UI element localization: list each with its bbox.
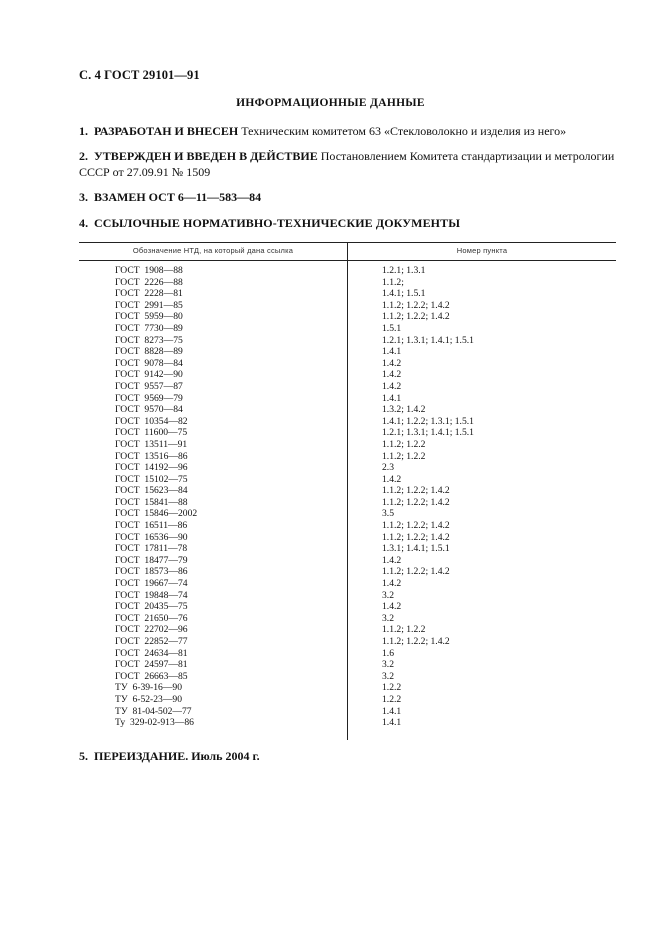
item-number: 2. <box>79 149 88 163</box>
clause-number-cell: 1.4.1; 1.5.1 <box>382 288 426 300</box>
clause-number-cell: 1.1.2; 1.2.2 <box>382 624 426 636</box>
table-row <box>79 555 616 567</box>
clause-number-cell: 1.1.2; 1.2.2; 1.4.2 <box>382 299 450 311</box>
table-row <box>79 346 616 358</box>
table-row <box>79 427 616 439</box>
clause-number-cell: 1.6 <box>382 647 394 659</box>
page-header: С. 4 ГОСТ 29101—91 <box>79 68 200 82</box>
document-designation-cell: ГОСТ 13511—91 <box>115 438 188 450</box>
info-item-5 <box>79 748 619 764</box>
table-row <box>79 717 616 729</box>
document-designation-cell: ГОСТ 15846—2002 <box>115 508 198 520</box>
document-designation-cell: ТУ 6-52-23—90 <box>115 693 183 705</box>
table-row <box>79 543 616 555</box>
item-heading: ССЫЛОЧНЫЕ НОРМАТИВНО-ТЕХНИЧЕСКИЕ ДОКУМЕНТЫ <box>94 216 461 230</box>
item-number: 1. <box>79 124 88 138</box>
info-item-4 <box>79 215 619 231</box>
document-designation-cell: ГОСТ 19667—74 <box>115 578 188 590</box>
info-item-2 <box>79 148 619 180</box>
item-heading: ПЕРЕИЗДАНИЕ. Июль 2004 г. <box>94 749 260 763</box>
clause-number-cell: 3.2 <box>382 659 394 671</box>
document-designation-cell: ГОСТ 24597—81 <box>115 659 188 671</box>
clause-number-cell: 1.4.2 <box>382 554 402 566</box>
clause-number-cell: 1.4.2 <box>382 473 402 485</box>
document-designation-cell: ГОСТ 9142—90 <box>115 369 183 381</box>
clause-number-cell: 3.2 <box>382 670 394 682</box>
item-heading: ВЗАМЕН ОСТ 6—11—583—84 <box>94 190 262 204</box>
table-row <box>79 601 616 613</box>
section-title: ИНФОРМАЦИОННЫЕ ДАННЫЕ <box>236 97 425 109</box>
document-designation-cell: ГОСТ 13516—86 <box>115 450 188 462</box>
clause-number-cell: 1.4.2 <box>382 601 402 613</box>
document-designation-cell: ГОСТ 15102—75 <box>115 473 188 485</box>
clause-number-cell: 1.3.1; 1.4.1; 1.5.1 <box>382 543 450 555</box>
document-designation-cell: ТУ 6-39-16—90 <box>115 682 183 694</box>
document-designation-cell: ГОСТ 20435—75 <box>115 601 188 613</box>
table-row <box>79 706 616 718</box>
clause-number-cell: 1.4.2 <box>382 380 402 392</box>
table-row <box>79 520 616 532</box>
table-row <box>79 358 616 370</box>
clause-number-cell: 1.4.1 <box>382 717 402 729</box>
document-designation-cell: ГОСТ 2228—81 <box>115 288 183 300</box>
item-heading: РАЗРАБОТАН И ВНЕСЕН <box>94 124 239 138</box>
table-row <box>79 381 616 393</box>
document-designation-cell: ГОСТ 14192—96 <box>115 462 188 474</box>
document-designation-cell: Ту 329-02-913—86 <box>115 717 194 729</box>
clause-number-cell: 1.4.1 <box>382 346 402 358</box>
item-heading: УТВЕРЖДЕН И ВВЕДЕН В ДЕЙСТВИЕ <box>94 149 318 163</box>
clause-number-cell: 1.4.1 <box>382 705 402 717</box>
info-item-1 <box>79 123 619 139</box>
table-row <box>79 508 616 520</box>
item-text: Постановлением Комитета стандартизации и метрологии СССР от 27.09.91 № 1509 <box>79 149 615 179</box>
table-row <box>79 682 616 694</box>
document-designation-cell: ГОСТ 5959—80 <box>115 311 183 323</box>
column-header-document: Обозначение НТД, на который дана ссылка <box>132 246 294 255</box>
document-designation-cell: ГОСТ 18477—79 <box>115 554 188 566</box>
document-designation-cell: ГОСТ 11600—75 <box>115 427 188 439</box>
clause-number-cell: 1.2.2 <box>382 682 402 694</box>
clause-number-cell: 1.3.2; 1.4.2 <box>382 404 426 416</box>
clause-number-cell: 3.2 <box>382 612 394 624</box>
document-designation-cell: ГОСТ 15623—84 <box>115 485 188 497</box>
table-row <box>79 532 616 544</box>
document-designation-cell: ГОСТ 7730—89 <box>115 322 183 334</box>
table-row <box>79 439 616 451</box>
column-header-clause: Номер пункта <box>456 246 508 255</box>
clause-number-cell: 1.1.2; 1.2.2 <box>382 438 426 450</box>
clause-number-cell: 1.4.2 <box>382 369 402 381</box>
clause-number-cell: 1.2.1; 1.3.1 <box>382 265 426 276</box>
table-row <box>79 671 616 683</box>
table-row <box>79 485 616 497</box>
item-number: 5. <box>79 749 88 763</box>
clause-number-cell: 1.4.2 <box>382 578 402 590</box>
clause-number-cell: 2.3 <box>382 462 394 474</box>
document-designation-cell: ГОСТ 9557—87 <box>115 380 183 392</box>
clause-number-cell: 1.1.2; 1.2.2; 1.4.2 <box>382 520 450 532</box>
document-designation-cell: ТУ 81-04-502—77 <box>115 705 192 717</box>
clause-number-cell: 1.1.2; 1.2.2; 1.4.2 <box>382 485 450 497</box>
table-row <box>79 648 616 660</box>
document-designation-cell: ГОСТ 9078—84 <box>115 357 183 369</box>
table-row <box>79 578 616 590</box>
clause-number-cell: 1.1.2; 1.2.2; 1.4.2 <box>382 636 450 647</box>
document-designation-cell: ГОСТ 15841—88 <box>115 496 188 508</box>
table-body <box>79 265 616 729</box>
item-number: 3. <box>79 190 88 204</box>
clause-number-cell: 1.1.2; <box>382 276 404 288</box>
document-designation-cell: ГОСТ 8828—89 <box>115 346 183 358</box>
clause-number-cell: 1.5.1 <box>382 322 402 334</box>
clause-number-cell: 1.1.2; 1.2.2; 1.4.2 <box>382 531 450 543</box>
document-designation-cell: ГОСТ 24634—81 <box>115 647 188 659</box>
document-designation-cell: ГОСТ 17811—78 <box>115 543 188 555</box>
clause-number-cell: 1.1.2; 1.2.2 <box>382 450 426 462</box>
table-row <box>79 636 616 648</box>
item-number: 4. <box>79 216 89 230</box>
document-designation-cell: ГОСТ 22702—96 <box>115 624 188 636</box>
document-designation-cell: ГОСТ 2226—88 <box>115 276 183 288</box>
document-designation-cell: ГОСТ 21650—76 <box>115 612 188 624</box>
table-row <box>79 566 616 578</box>
table-row <box>79 462 616 474</box>
document-designation-cell: ГОСТ 16511—86 <box>115 520 188 532</box>
document-designation-cell: ГОСТ 8273—75 <box>115 334 183 346</box>
clause-number-cell: 1.4.1; 1.2.2; 1.3.1; 1.5.1 <box>382 415 474 427</box>
document-designation-cell: ГОСТ 19848—74 <box>115 589 188 601</box>
document-designation-cell: ГОСТ 26663—85 <box>115 670 188 682</box>
clause-number-cell: 3.2 <box>382 589 394 601</box>
table-row <box>79 474 616 486</box>
table-row <box>79 497 616 509</box>
table-row <box>79 613 616 625</box>
document-designation-cell: ГОСТ 9570—84 <box>115 404 183 416</box>
table-row <box>79 288 616 300</box>
clause-number-cell: 1.4.2 <box>382 357 402 369</box>
clause-number-cell: 1.1.2; 1.2.2; 1.4.2 <box>382 566 450 578</box>
document-designation-cell: ГОСТ 10354—82 <box>115 415 188 427</box>
item-text: Техническим комитетом 63 «Стекловолокно и изделия из него» <box>238 124 567 138</box>
table-row <box>79 265 616 277</box>
clause-number-cell: 1.2.1; 1.3.1; 1.4.1; 1.5.1 <box>382 334 474 346</box>
clause-number-cell: 1.4.1 <box>382 392 402 404</box>
document-designation-cell: ГОСТ 1908—88 <box>115 265 183 276</box>
clause-number-cell: 1.1.2; 1.2.2; 1.4.2 <box>382 311 450 323</box>
table-row <box>79 335 616 347</box>
clause-number-cell: 3.5 <box>382 508 394 520</box>
document-designation-cell: ГОСТ 16536—90 <box>115 531 188 543</box>
table-row <box>79 369 616 381</box>
table-row <box>79 659 616 671</box>
table-row <box>79 404 616 416</box>
table-row <box>79 694 616 706</box>
clause-number-cell: 1.2.2 <box>382 693 402 705</box>
table-row <box>79 624 616 636</box>
table-row <box>79 451 616 463</box>
clause-number-cell: 1.2.1; 1.3.1; 1.4.1; 1.5.1 <box>382 427 474 439</box>
table-row <box>79 590 616 602</box>
table-row <box>79 277 616 289</box>
table-row <box>79 323 616 335</box>
document-designation-cell: ГОСТ 9569—79 <box>115 392 183 404</box>
document-designation-cell: ГОСТ 2991—85 <box>115 299 183 311</box>
clause-number-cell: 1.1.2; 1.2.2; 1.4.2 <box>382 496 450 508</box>
table-row <box>79 311 616 323</box>
table-row <box>79 416 616 428</box>
table-row <box>79 300 616 312</box>
document-designation-cell: ГОСТ 18573—86 <box>115 566 188 578</box>
document-designation-cell: ГОСТ 22852—77 <box>115 636 188 647</box>
info-item-3 <box>79 189 619 205</box>
table-row <box>79 393 616 405</box>
reference-documents-table <box>79 242 616 740</box>
